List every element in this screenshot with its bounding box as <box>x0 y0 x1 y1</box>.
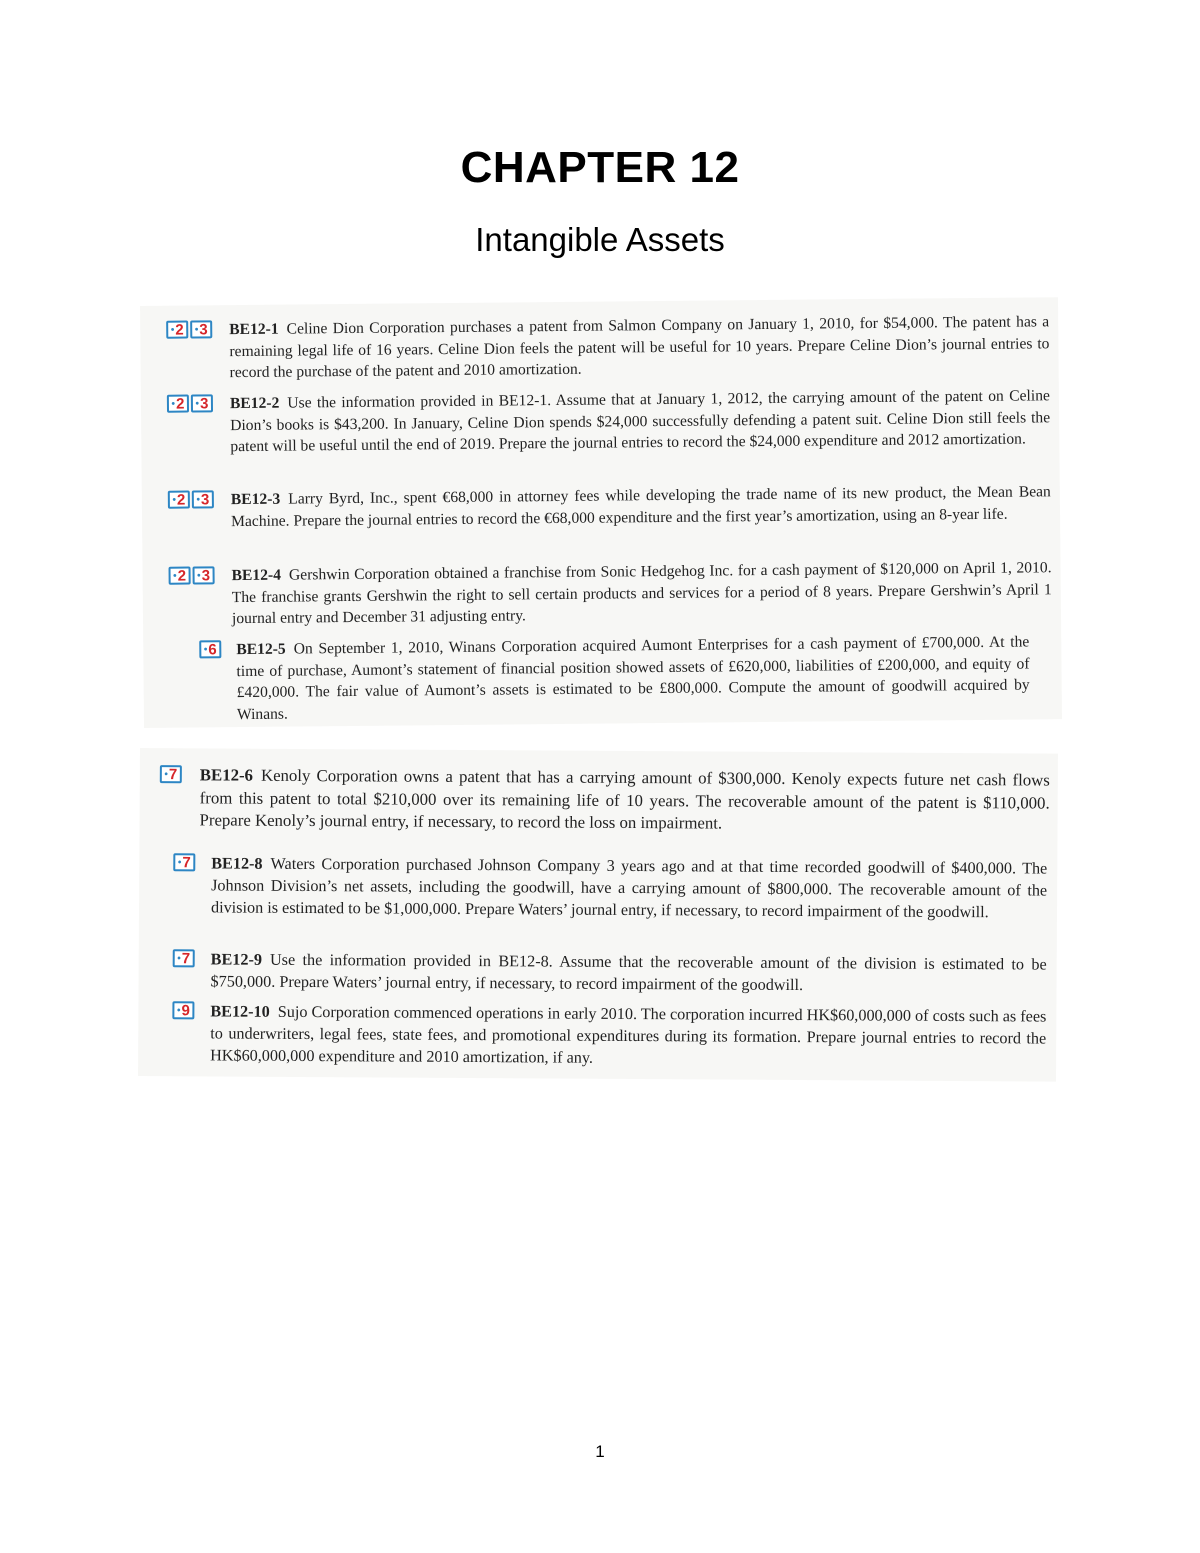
objective-badge: •9 <box>172 1001 194 1019</box>
exercise-body <box>231 557 1052 629</box>
exercise-be12-9 <box>173 948 1049 995</box>
exercise-body <box>231 481 1051 532</box>
exercise-body <box>236 631 1030 725</box>
scanned-excerpt-1 <box>140 297 1062 728</box>
page-number: 1 <box>595 1442 605 1461</box>
exercise-text: Use the information provided in BE12-1. Assume that at January 1, 2012, the carrying amount of the patent on Celine Dion’s books is $43,200. In January, Celine Dion spends $24,000 successfully defending a patent suit. Celine Dion still feels the patent will be useful until the end of 2019. Prepare the journal entries to record the $24,000 expenditure and 2012 amortization. <box>230 387 1051 456</box>
objective-badges <box>160 765 182 783</box>
exercise-text: Gershwin Corporation obtained a franchise from Sonic Hedgehog Inc. for a cash payment of $120,000 on April 1, 2010. The franchise grants Gershwin the right to sell certain products and services for a period of 8 years. Prepare Gershwin’s April 1 journal entry and December 31 adjusting entry. <box>231 559 1052 628</box>
scanned-excerpt-2 <box>138 748 1058 1082</box>
objective-badge: •3 <box>191 394 213 412</box>
exercise-id: BE12-2 <box>229 394 280 413</box>
exercise-id: BE12-6 <box>199 765 254 785</box>
objective-badge: •3 <box>192 490 214 508</box>
objective-badge: •3 <box>190 320 212 338</box>
exercise-body <box>211 852 1047 923</box>
exercise-id: BE12-10 <box>210 1002 270 1021</box>
exercise-text: Sujo Corporation commenced operations in early 2010. The corporation incurred HK$60,000,000 of costs such as fees to underwriters, legal fees, state fees, and promotional expenditures during its formation. Prepare journal entries to record the HK$60,000,000 expenditure and 2010 amortization, if any. <box>210 1002 1047 1067</box>
exercise-be12-6 <box>160 764 1050 833</box>
objective-badges <box>169 566 215 584</box>
exercise-id: BE12-8 <box>211 854 263 873</box>
objective-badge: •2 <box>166 321 188 339</box>
exercise-body <box>229 311 1050 383</box>
objective-badge: •2 <box>169 567 191 585</box>
exercise-text: Use the information provided in BE12-8. Assume that the recoverable amount of the division is estimated to be $750,000. Prepare Waters’ journal entry, if necessary, to record impairment of the goodwill. <box>210 950 1047 995</box>
objective-badges <box>199 640 221 658</box>
objective-badge: •2 <box>168 491 190 509</box>
exercise-be12-10 <box>172 1000 1048 1067</box>
exercise-be12-5 <box>199 631 1053 723</box>
exercise-text: Celine Dion Corporation purchases a patent from Salmon Company on January 1, 2010, for $54,000. The patent has a remaining legal life of 16 years. Celine Dion feels the patent will be useful for 10 years. Prepare Celine Dion’s journal entries to record the purchase of the patent and 2010 amortization. <box>229 313 1050 382</box>
chapter-title: CHAPTER 12 <box>460 143 740 192</box>
objective-badge: •6 <box>199 640 221 658</box>
exercise-id: BE12-3 <box>230 490 281 509</box>
exercise-be12-2 <box>167 385 1051 456</box>
objective-badges <box>167 394 213 412</box>
objective-badges <box>173 949 195 967</box>
exercise-text: Waters Corporation purchased Johnson Company 3 years ago and at that time recorded goodwill of $400,000. The Johnson Division’s net assets, including the goodwill, have a carrying amount of $800,000. The recoverable amount of the division is estimated to be $1,000,000. Prepare Waters’ journal entry, if necessary, to record impairment of the goodwill. <box>210 854 1048 922</box>
exercise-id: BE12-5 <box>236 640 286 659</box>
exercise-be12-3 <box>168 481 1052 530</box>
exercise-body <box>211 948 1047 997</box>
exercise-id: BE12-4 <box>231 566 282 585</box>
objective-badge: •7 <box>160 765 182 783</box>
exercise-be12-1 <box>166 311 1050 382</box>
objective-badge: •2 <box>167 395 189 413</box>
exercise-id: BE12-9 <box>210 950 263 969</box>
objective-badges <box>168 490 214 508</box>
objective-badge: •7 <box>173 949 195 967</box>
exercise-body <box>199 764 1049 837</box>
exercise-be12-8 <box>173 852 1049 922</box>
exercise-body <box>210 1000 1046 1071</box>
objective-badges <box>172 1001 194 1019</box>
exercise-id: BE12-1 <box>229 320 279 339</box>
exercise-text: On September 1, 2010, Winans Corporation acquired Aumont Enterprises for a cash payment of £700,000. At the time of purchase, Aumont’s statement of financial position showed assets of £620,000, liabilities of £200,000, and equity of £420,000. The fair value of Aumont’s assets is estimated to be £800,000. Compute the amount of goodwill acquired by Winans. <box>236 633 1030 723</box>
objective-badge: •3 <box>193 566 215 584</box>
chapter-subtitle: Intangible Assets <box>475 221 725 258</box>
objective-badge: •7 <box>173 853 195 871</box>
objective-badges <box>173 853 195 871</box>
exercise-text: Kenoly Corporation owns a patent that has a carrying amount of $300,000. Kenoly expects future net cash flows from this patent to total $210,000 over its remaining life of 10 years. The recoverable amount of the patent is $110,000. Prepare Kenoly’s journal entry, if necessary, to record the loss on impairment. <box>199 765 1050 833</box>
exercise-text: Larry Byrd, Inc., spent €68,000 in attorney fees while developing the trade name of its new product, the Mean Bean Machine. Prepare the journal entries to record the €68,000 expenditure and the first year’s amortization, using an 8-year life. <box>230 483 1051 530</box>
objective-badges <box>166 320 212 338</box>
exercise-be12-4 <box>168 557 1052 628</box>
exercise-body <box>230 385 1051 457</box>
